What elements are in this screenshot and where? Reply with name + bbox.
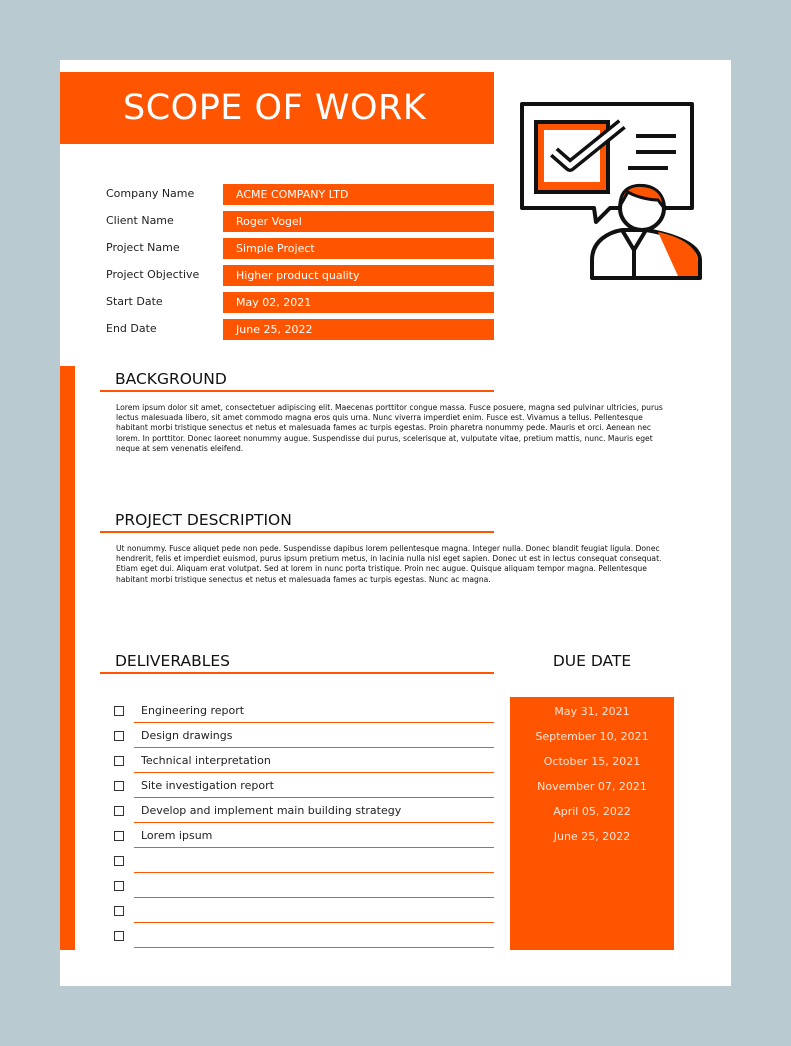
due-date: May 31, 2021 [554,705,630,718]
title-banner [60,72,494,144]
field-label: Client Name [106,214,174,227]
field-value: May 02, 2021 [223,292,494,313]
divider [134,772,494,773]
list-item [114,775,494,800]
field-company-name [106,184,494,205]
field-start-date [106,292,494,313]
divider [134,747,494,748]
due-date: June 25, 2022 [553,830,631,843]
divider [134,897,494,898]
background-text: Lorem ipsum dolor sit amet, consectetuer adipiscing elit. Maecenas porttitor congue massa. Fusce posuere, magna sed pulvinar ultricies, purus lectus malesuada libero, sit amet commodo magna eros quis urna. Nunc viverra imperdiet enim. Fusce est. Vivamus a tellus. Pellentesque habitant morbi tristique senectus et netus et malesuada fames ac turpis egestas. Proin pharetra nonummy pede. Mauris et orci. Aenean nec lorem. In porttitor. Donec laoreet nonummy augue. Suspendisse dui purus, scelerisque at, vulputate vitae, pretium mattis, nunc. Mauris eget neque at sem venenatis eleifend. [116,403,663,453]
due-date: October 15, 2021 [543,755,641,768]
list-item [114,700,494,725]
left-accent-stripe [60,366,75,950]
divider [134,947,494,948]
deliverables-heading [100,650,494,674]
due-date: November 07, 2021 [537,780,647,793]
list-item [114,875,494,900]
due-date: April 05, 2022 [553,805,631,818]
deliverable-checkbox[interactable] [114,781,124,791]
deliverables-heading-text: DELIVERABLES [115,652,230,670]
deliverable-checkbox[interactable] [114,706,124,716]
due-date-column [510,697,674,950]
divider [134,822,494,823]
field-label: Start Date [106,295,163,308]
list-item [114,850,494,875]
background-heading [100,368,494,392]
divider [134,797,494,798]
field-value: Simple Project [223,238,494,259]
deliverable-checkbox[interactable] [114,856,124,866]
list-item [114,900,494,925]
deliverable-text: Site investigation report [141,779,274,792]
list-item [114,800,494,825]
deliverable-text: Engineering report [141,704,245,717]
list-item [114,825,494,850]
divider [134,722,494,723]
list-item [114,925,494,950]
field-label: Company Name [106,187,195,200]
list-item [114,725,494,750]
deliverable-checkbox[interactable] [114,806,124,816]
divider [134,872,494,873]
field-client-name [106,211,494,232]
field-value: Roger Vogel [223,211,494,232]
field-project-objective [106,265,494,286]
deliverable-text: Develop and implement main building strategy [141,804,402,817]
background-heading-text: BACKGROUND [115,370,227,388]
divider [134,847,494,848]
due-date: September 10, 2021 [535,730,649,743]
deliverable-checkbox[interactable] [114,731,124,741]
project-description-heading [100,509,494,533]
field-value: ACME COMPANY LTD [223,184,494,205]
field-value: June 25, 2022 [223,319,494,340]
project-description-heading-text: PROJECT DESCRIPTION [115,511,292,529]
deliverable-checkbox[interactable] [114,756,124,766]
deliverable-text: Lorem ipsum [141,829,213,842]
document-page [60,60,731,986]
field-label: End Date [106,322,157,335]
deliverable-text: Design drawings [141,729,233,742]
deliverable-text: Technical interpretation [141,754,271,767]
document-title: SCOPE OF WORK [123,88,427,128]
field-label: Project Objective [106,268,200,281]
presentation-checkmark-person-icon [518,100,704,282]
deliverable-checkbox[interactable] [114,931,124,941]
field-project-name [106,238,494,259]
field-end-date [106,319,494,340]
list-item [114,750,494,775]
deliverable-checkbox[interactable] [114,831,124,841]
due-date-heading: DUE DATE [552,652,632,670]
field-value: Higher product quality [223,265,494,286]
field-label: Project Name [106,241,180,254]
project-description-text: Ut nonummy. Fusce aliquet pede non pede. Suspendisse dapibus lorem pellentesque magna. Integer nulla. Donec blandit feugiat ligula. Donec hendrerit, felis et imperdiet euismod, purus ipsum pretium metus, in lacinia nulla nisl eget sapien. Donec ut est in lectus consequat consequat. Etiam eget dui. Aliquam erat volutpat. Sed at lorem in nunc porta tristique. Proin nec augue. Quisque aliquam tempor magna. Pellentesque habitant morbi tristique senectus et netus et malesuada fames ac turpis egestas. Nunc ac magna. [116,544,662,584]
divider [134,922,494,923]
deliverable-checkbox[interactable] [114,906,124,916]
deliverable-checkbox[interactable] [114,881,124,891]
